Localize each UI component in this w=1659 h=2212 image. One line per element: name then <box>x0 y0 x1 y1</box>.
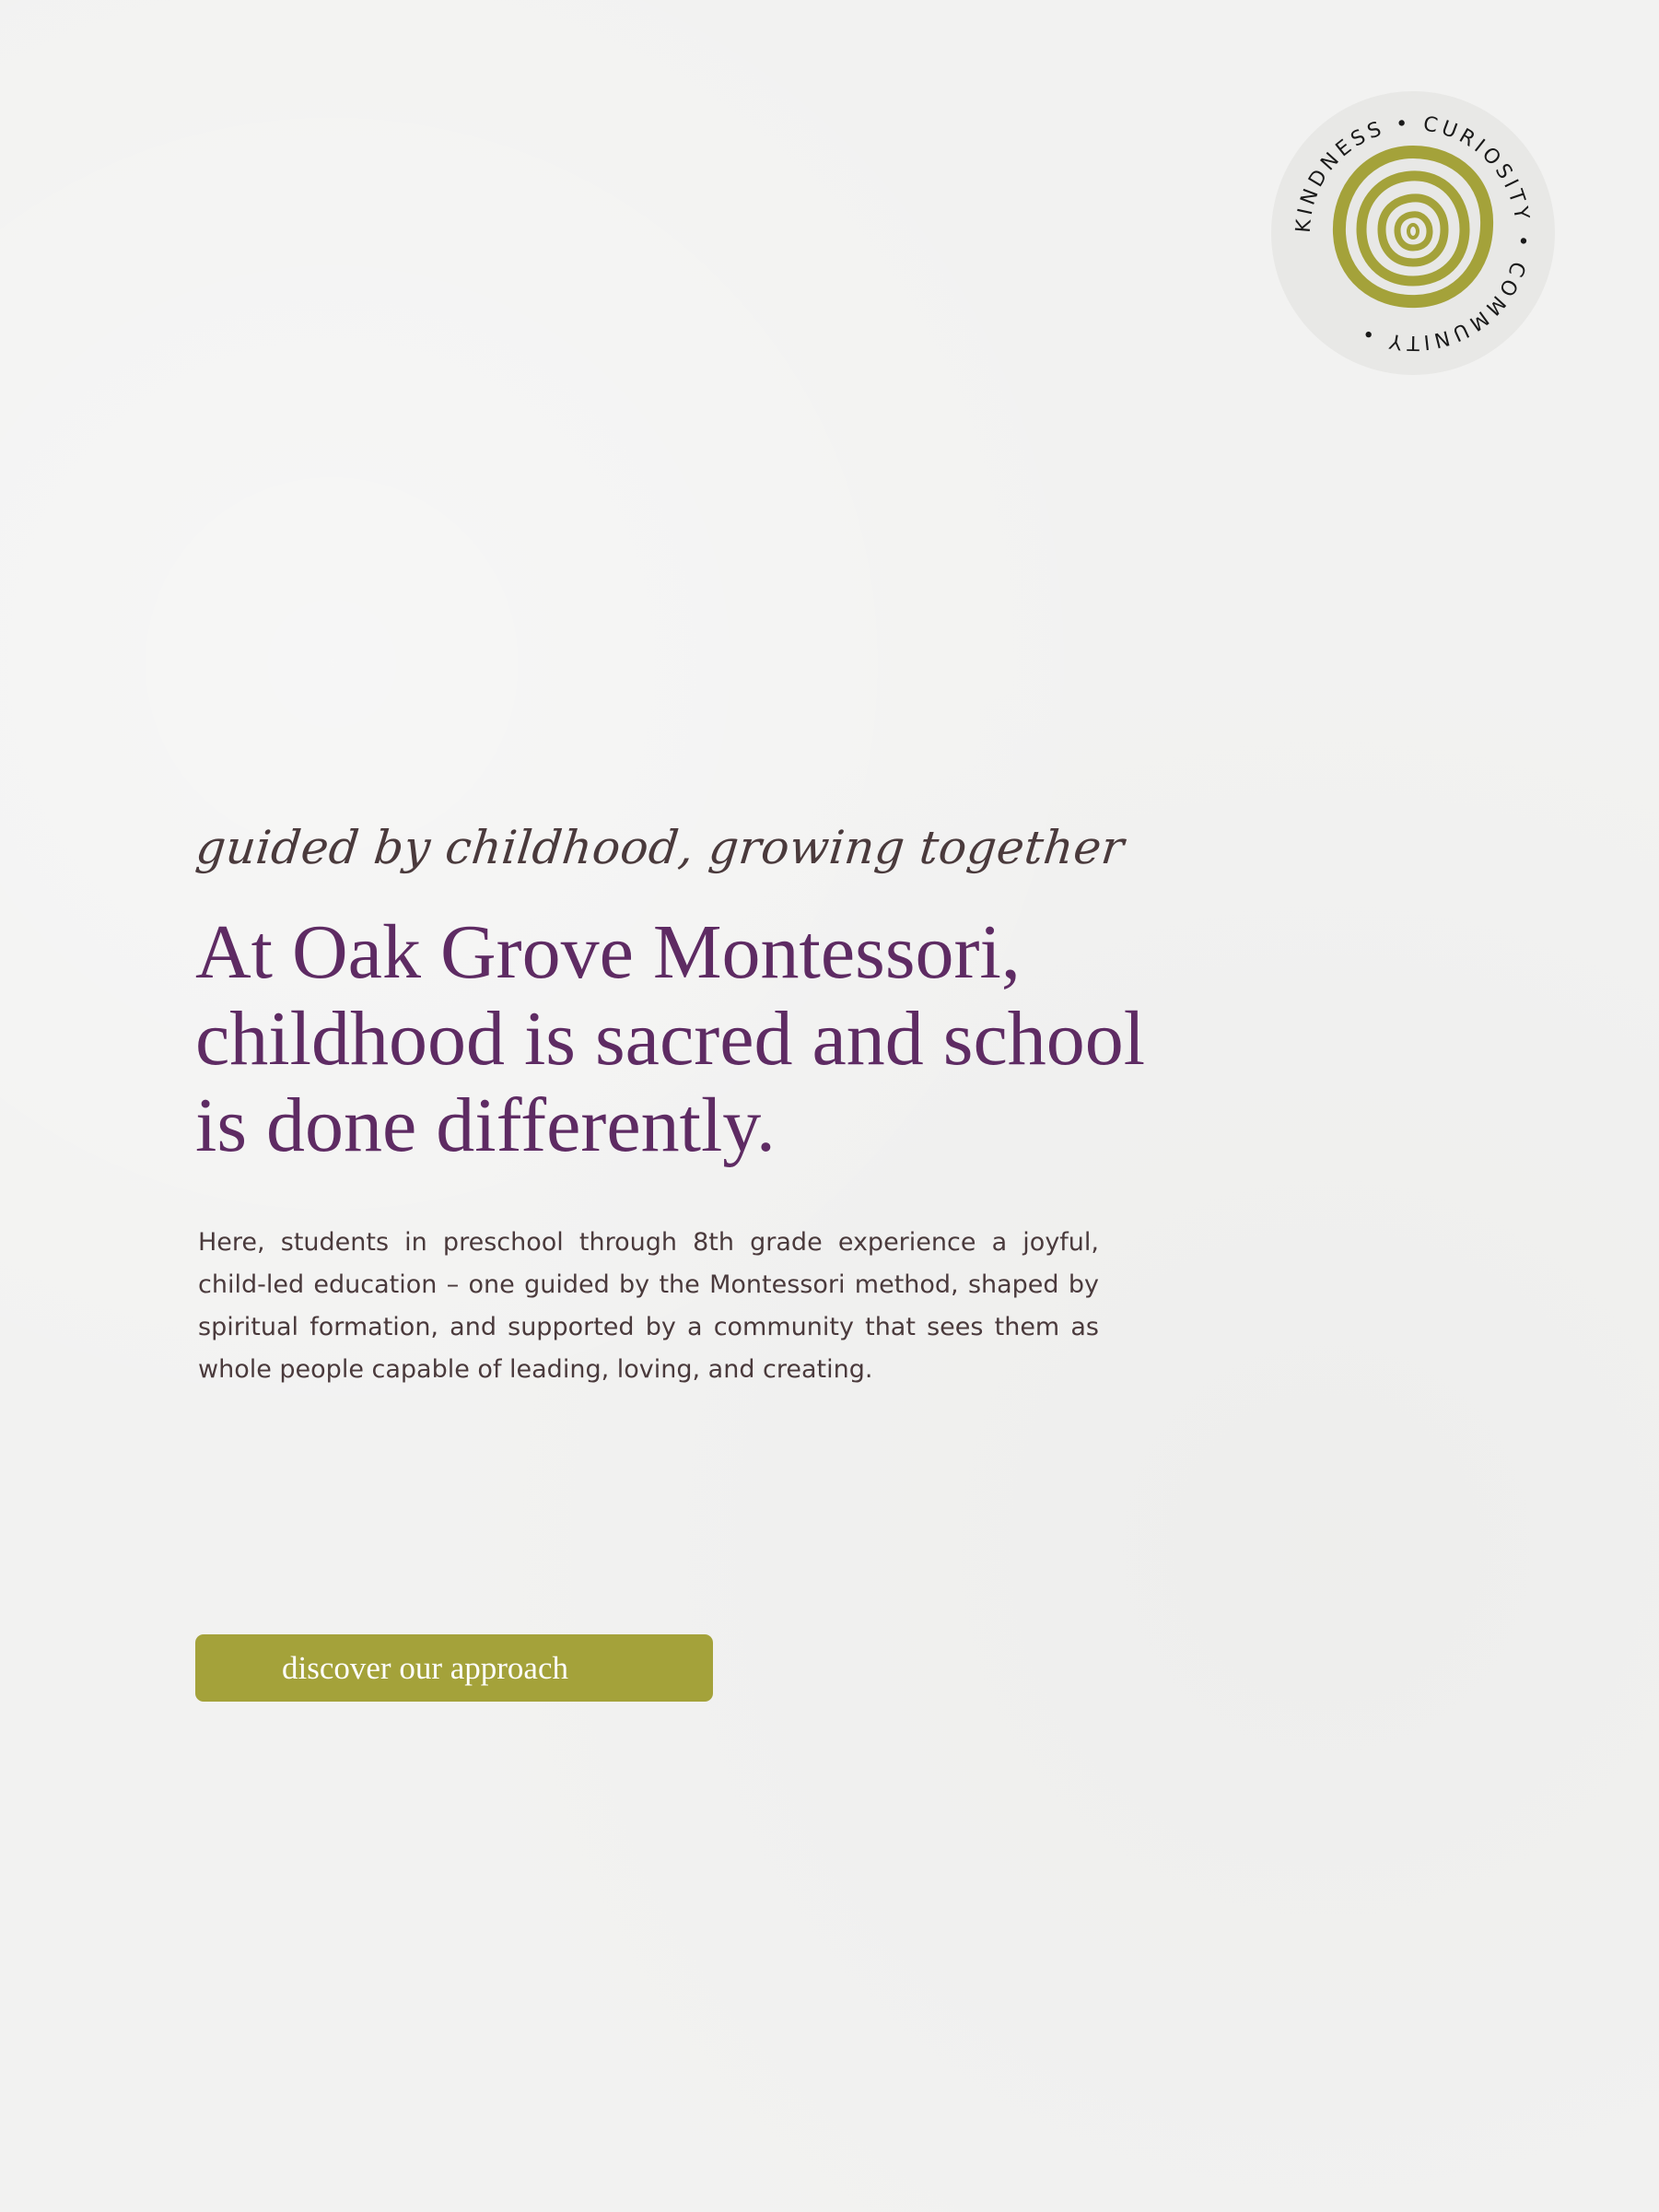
hero-headline <box>195 909 1485 1169</box>
discover-approach-button[interactable]: discover our approach <box>195 1634 713 1702</box>
headline-line: childhood is sacred and school <box>195 996 1146 1082</box>
tree-ring-logo-icon <box>1271 91 1555 375</box>
headline-line: At Oak Grove Montessori, <box>195 909 1021 995</box>
tagline: guided by childhood, growing together <box>193 821 1127 874</box>
headline-line: is done differently. <box>195 1083 776 1168</box>
badge-ring-text: KINDNESS • CURIOSITY • COMMUNITY • <box>1291 111 1535 355</box>
values-badge <box>1271 91 1555 375</box>
hero-description: Here, students in preschool through 8th grade experience a joyful, child-led education – one guided by the Montessori method, shaped by spiritual formation, and supported by a community that sees them as whole people capable of leading, loving, and creating. <box>198 1228 1099 1384</box>
